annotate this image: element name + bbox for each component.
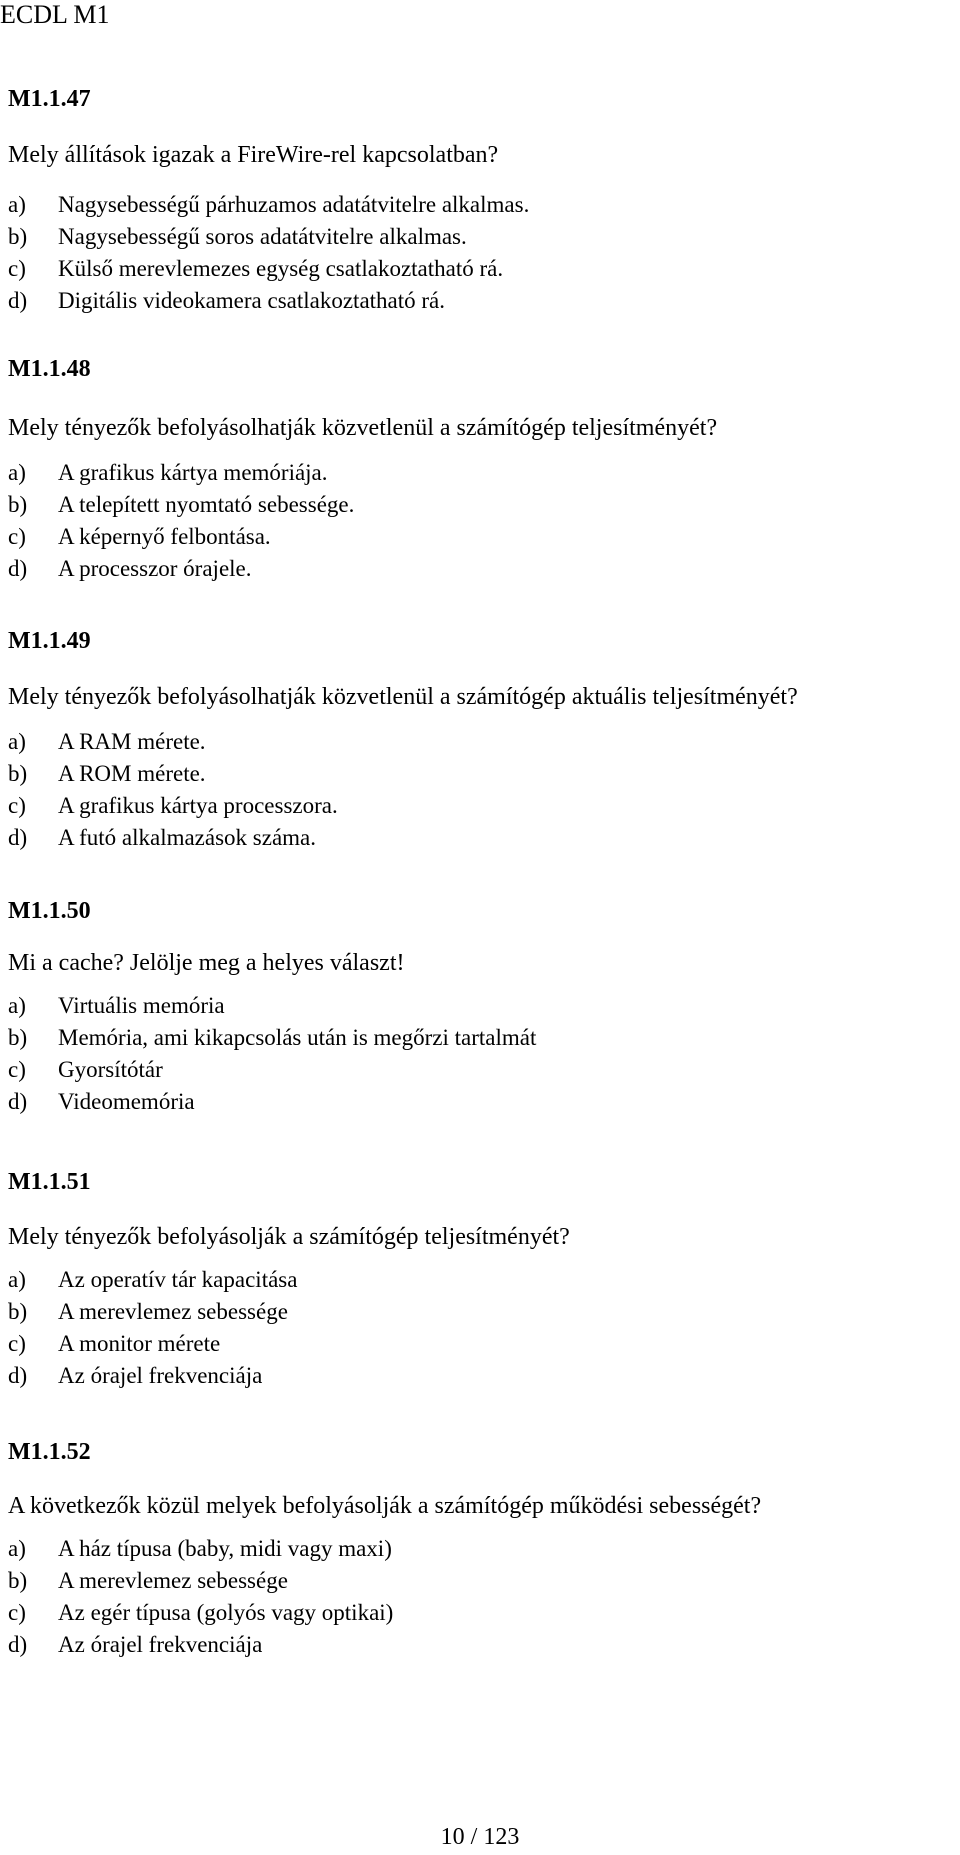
question-block <box>8 82 529 317</box>
answer-option <box>8 1629 761 1661</box>
question-id: M1.1.48 <box>8 356 91 382</box>
question-prompt: A következők közül melyek befolyásolják a számítógép működési sebességét? <box>8 1493 762 1519</box>
page-header-title: ECDL M1 <box>0 0 110 29</box>
option-text: A ház típusa (baby, midi vagy maxi) <box>58 1536 392 1561</box>
option-text: Digitális videokamera csatlakoztatható rá. <box>58 288 446 313</box>
answer-option <box>8 1296 570 1328</box>
option-letter: c) <box>8 1600 26 1625</box>
option-text: Az egér típusa (golyós vagy optikai) <box>58 1600 394 1625</box>
question-block <box>8 352 717 585</box>
question-block <box>8 1165 570 1392</box>
option-text: Az órajel frekvenciája <box>58 1363 263 1388</box>
answer-option <box>8 253 529 285</box>
option-text: Külső merevlemezes egység csatlakoztatható rá. <box>58 256 504 281</box>
option-letter: b) <box>8 1568 28 1593</box>
option-letter: d) <box>8 556 28 581</box>
question-block <box>8 1435 761 1661</box>
option-letter: a) <box>8 993 26 1018</box>
option-letter: c) <box>8 524 26 549</box>
option-letter: d) <box>8 288 28 313</box>
answer-option <box>8 285 529 317</box>
answer-option <box>8 726 798 758</box>
answer-option <box>8 758 798 790</box>
option-letter: c) <box>8 1331 26 1356</box>
option-letter: c) <box>8 1057 26 1082</box>
option-letter: d) <box>8 1089 28 1114</box>
option-letter: a) <box>8 1536 26 1561</box>
option-text: Nagysebességű párhuzamos adatátvitelre alkalmas. <box>58 192 530 217</box>
page-number: 10 / 123 <box>440 1824 520 1850</box>
answer-options <box>8 990 536 1118</box>
answer-option <box>8 1533 761 1565</box>
option-text: A merevlemez sebessége <box>58 1299 288 1324</box>
question-prompt: Mi a cache? Jelölje meg a helyes választ! <box>8 950 405 976</box>
option-text: A processzor órajele. <box>58 556 252 581</box>
question-prompt: Mely tényezők befolyásolhatják közvetlenül a számítógép aktuális teljesítményét? <box>8 684 798 710</box>
answer-option <box>8 189 529 221</box>
answer-options <box>8 1533 761 1661</box>
option-text: Gyorsítótár <box>58 1057 163 1082</box>
option-letter: d) <box>8 1363 28 1388</box>
option-text: A grafikus kártya memóriája. <box>58 460 328 485</box>
answer-option <box>8 1086 536 1118</box>
answer-option <box>8 553 717 585</box>
option-text: A telepített nyomtató sebessége. <box>58 492 355 517</box>
answer-options <box>8 726 798 854</box>
answer-option <box>8 1022 536 1054</box>
question-prompt: Mely tényezők befolyásolják a számítógép teljesítményét? <box>8 1224 570 1250</box>
answer-option <box>8 1565 761 1597</box>
option-text: A képernyő felbontása. <box>58 524 271 549</box>
question-prompt: Mely tényezők befolyásolhatják közvetlenül a számítógép teljesítményét? <box>8 415 718 441</box>
option-letter: a) <box>8 192 26 217</box>
answer-options <box>8 1264 570 1392</box>
option-text: Memória, ami kikapcsolás után is megőrzi tartalmát <box>58 1025 537 1050</box>
answer-option <box>8 1360 570 1392</box>
option-text: Videomemória <box>58 1089 195 1114</box>
answer-options <box>8 457 717 585</box>
option-letter: c) <box>8 793 26 818</box>
option-letter: a) <box>8 460 26 485</box>
answer-option <box>8 822 798 854</box>
question-id: M1.1.52 <box>8 1439 91 1465</box>
answer-option <box>8 990 536 1022</box>
option-letter: b) <box>8 1025 28 1050</box>
option-letter: c) <box>8 256 26 281</box>
question-prompt: Mely állítások igazak a FireWire-rel kapcsolatban? <box>8 142 499 168</box>
option-letter: b) <box>8 761 28 786</box>
option-letter: d) <box>8 1632 28 1657</box>
answer-option <box>8 457 717 489</box>
option-letter: a) <box>8 729 26 754</box>
question-block <box>8 624 798 854</box>
answer-option <box>8 521 717 553</box>
answer-option <box>8 790 798 822</box>
question-block <box>8 894 536 1118</box>
option-letter: b) <box>8 224 28 249</box>
answer-option <box>8 1597 761 1629</box>
answer-option <box>8 1054 536 1086</box>
option-text: Virtuális memória <box>58 993 225 1018</box>
question-id: M1.1.49 <box>8 628 91 654</box>
option-text: A merevlemez sebessége <box>58 1568 288 1593</box>
option-text: Az operatív tár kapacitása <box>58 1267 298 1292</box>
option-text: A grafikus kártya processzora. <box>58 793 338 818</box>
option-text: Az órajel frekvenciája <box>58 1632 263 1657</box>
answer-options <box>8 189 529 317</box>
question-id: M1.1.50 <box>8 898 91 924</box>
option-text: A futó alkalmazások száma. <box>58 825 317 850</box>
question-id: M1.1.47 <box>8 86 91 112</box>
answer-option <box>8 1264 570 1296</box>
answer-option <box>8 489 717 521</box>
question-id: M1.1.51 <box>8 1169 91 1195</box>
option-letter: b) <box>8 1299 28 1324</box>
answer-option <box>8 221 529 253</box>
option-letter: b) <box>8 492 28 517</box>
option-text: A monitor mérete <box>58 1331 221 1356</box>
option-letter: a) <box>8 1267 26 1292</box>
option-text: A RAM mérete. <box>58 729 206 754</box>
option-text: A ROM mérete. <box>58 761 206 786</box>
option-text: Nagysebességű soros adatátvitelre alkalmas. <box>58 224 467 249</box>
answer-option <box>8 1328 570 1360</box>
option-letter: d) <box>8 825 28 850</box>
